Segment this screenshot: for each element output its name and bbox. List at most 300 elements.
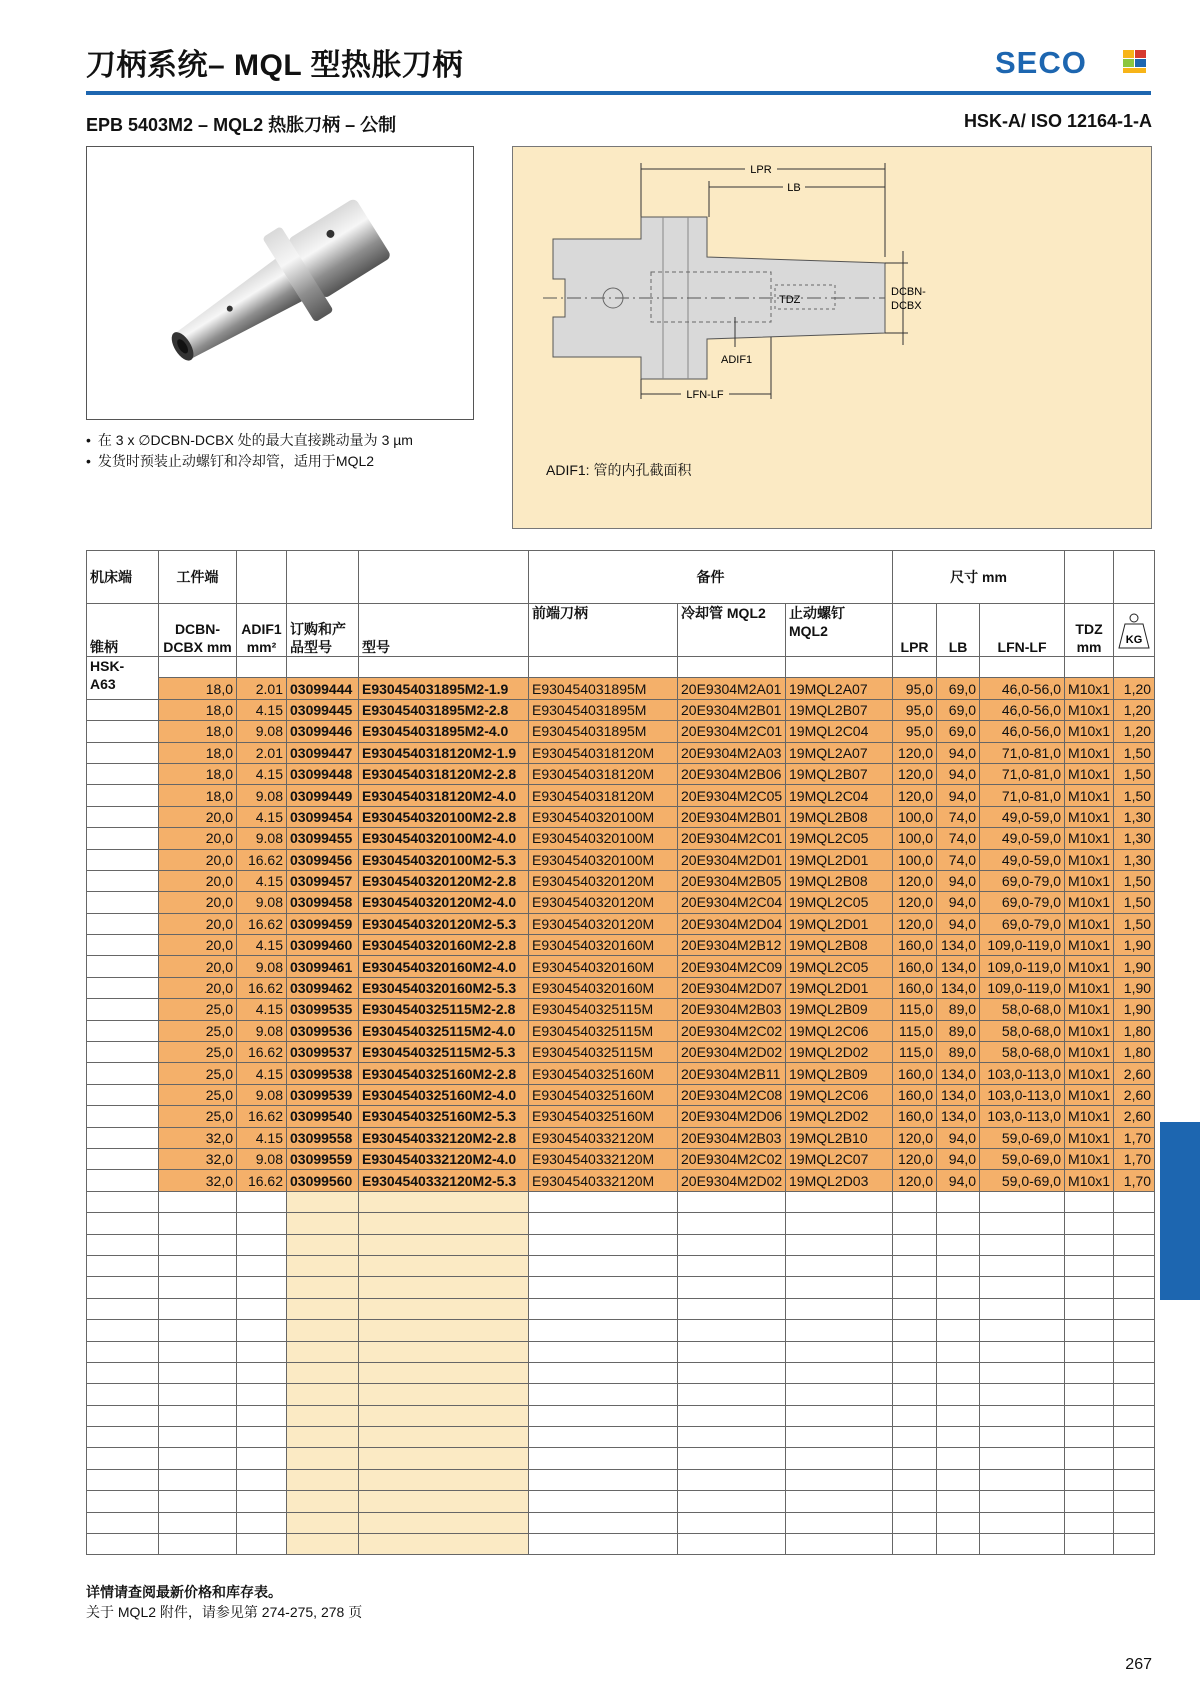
table-cell: E9304540325115M2-2.8	[359, 999, 529, 1020]
stop-screw-header-2: MQL2	[789, 623, 828, 639]
table-cell: 94,0	[937, 742, 980, 763]
table-cell: 103,0-113,0	[980, 1106, 1065, 1127]
table-cell: 120,0	[893, 1148, 937, 1169]
empty-row	[87, 1298, 1155, 1319]
table-row	[87, 806, 1155, 827]
table-cell: E9304540332120M2-4.0	[359, 1148, 529, 1169]
adif1-unit: mm²	[246, 639, 277, 655]
table-cell: 20,0	[159, 828, 237, 849]
table-cell: E9304540320160M2-5.3	[359, 977, 529, 998]
table-cell: 19MQL2B08	[786, 935, 893, 956]
table-cell: 1,70	[1114, 1127, 1155, 1148]
taper-cell	[87, 1042, 159, 1063]
table-cell: 9.08	[237, 721, 287, 742]
table-row	[87, 913, 1155, 934]
spec-table	[86, 550, 1155, 1555]
adif1-header: ADIF1	[241, 621, 282, 637]
feature-item: • 在 3 x ∅DCBN-DCBX 处的最大直接跳动量为 3 µm	[86, 430, 413, 451]
table-cell: 94,0	[937, 785, 980, 806]
empty-row	[87, 1191, 1155, 1212]
table-cell: 20E9304M2B12	[678, 935, 786, 956]
table-cell: 4.15	[237, 1127, 287, 1148]
table-cell: 03099536	[287, 1020, 359, 1041]
table-cell: E9304540318120M	[529, 763, 678, 784]
taper-cell	[87, 1127, 159, 1148]
table-cell: 69,0-79,0	[980, 892, 1065, 913]
table-cell: 46,0-56,0	[980, 699, 1065, 720]
table-cell: E9304540320160M2-4.0	[359, 956, 529, 977]
table-row	[87, 1042, 1155, 1063]
table-cell: 19MQL2C06	[786, 1020, 893, 1041]
table-cell: 20,0	[159, 977, 237, 998]
table-cell: E9304540320100M	[529, 849, 678, 870]
table-cell: M10x1	[1065, 699, 1114, 720]
table-cell: 1,70	[1114, 1170, 1155, 1191]
table-cell: 18,0	[159, 678, 237, 699]
table-cell: 03099535	[287, 999, 359, 1020]
table-cell: 69,0-79,0	[980, 913, 1065, 934]
table-cell: 74,0	[937, 849, 980, 870]
table-row	[87, 1020, 1155, 1041]
table-row	[87, 956, 1155, 977]
table-cell: 1,50	[1114, 892, 1155, 913]
table-cell: 160,0	[893, 1063, 937, 1084]
table-cell: 1,70	[1114, 1148, 1155, 1169]
product-photo	[86, 146, 474, 420]
table-cell: 49,0-59,0	[980, 849, 1065, 870]
weight-icon	[1117, 612, 1151, 652]
table-cell: 71,0-81,0	[980, 785, 1065, 806]
table-cell: 03099462	[287, 977, 359, 998]
table-cell: 9.08	[237, 1020, 287, 1041]
empty-row	[87, 1405, 1155, 1426]
table-cell: 100,0	[893, 806, 937, 827]
empty-row	[87, 1255, 1155, 1276]
table-cell: 19MQL2C04	[786, 721, 893, 742]
table-cell: M10x1	[1065, 935, 1114, 956]
taper-header: 锥柄	[87, 604, 159, 657]
taper-cell	[87, 1148, 159, 1169]
table-cell: 32,0	[159, 1170, 237, 1191]
table-cell: 94,0	[937, 870, 980, 891]
table-row	[87, 1148, 1155, 1169]
table-cell: 58,0-68,0	[980, 999, 1065, 1020]
table-cell: 03099445	[287, 699, 359, 720]
empty-row	[87, 1277, 1155, 1298]
taper-cell	[87, 1063, 159, 1084]
table-cell: 120,0	[893, 742, 937, 763]
table-cell: M10x1	[1065, 828, 1114, 849]
feature-item: • 发货时预装止动螺钉和冷却管，适用于MQL2	[86, 451, 413, 472]
table-cell: 16.62	[237, 913, 287, 934]
table-cell: 03099444	[287, 678, 359, 699]
table-cell: 20,0	[159, 935, 237, 956]
table-cell: 94,0	[937, 1148, 980, 1169]
table-cell: 20,0	[159, 806, 237, 827]
table-cell: 19MQL2B07	[786, 763, 893, 784]
table-cell: 1,50	[1114, 785, 1155, 806]
table-row	[87, 1170, 1155, 1191]
table-cell: 74,0	[937, 806, 980, 827]
table-cell: E9304540332120M2-2.8	[359, 1127, 529, 1148]
table-cell: 134,0	[937, 1106, 980, 1127]
table-cell: 4.15	[237, 806, 287, 827]
table-cell: E9304540318120M2-4.0	[359, 785, 529, 806]
table-cell: E9304540325115M2-4.0	[359, 1020, 529, 1041]
table-cell: E930454031895M	[529, 721, 678, 742]
table-cell: M10x1	[1065, 1063, 1114, 1084]
table-cell: E9304540320160M2-2.8	[359, 935, 529, 956]
table-cell: 71,0-81,0	[980, 763, 1065, 784]
table-cell: 20E9304M2C09	[678, 956, 786, 977]
table-cell: E9304540332120M	[529, 1127, 678, 1148]
table-row	[87, 1127, 1155, 1148]
taper-cell	[87, 977, 159, 998]
table-cell: 03099446	[287, 721, 359, 742]
dcbx-header: DCBX mm	[163, 639, 232, 655]
table-cell: M10x1	[1065, 1170, 1114, 1191]
table-cell: 03099559	[287, 1148, 359, 1169]
table-cell: 71,0-81,0	[980, 742, 1065, 763]
table-cell: E930454031895M2-2.8	[359, 699, 529, 720]
table-row	[87, 935, 1155, 956]
table-cell: 1,30	[1114, 806, 1155, 827]
table-cell: E9304540320120M	[529, 892, 678, 913]
spare-parts-header: 备件	[529, 551, 893, 604]
footnote	[86, 1582, 362, 1622]
table-cell: 120,0	[893, 892, 937, 913]
table-cell: 9.08	[237, 1084, 287, 1105]
table-cell: 18,0	[159, 763, 237, 784]
table-cell: E930454031895M	[529, 678, 678, 699]
table-cell: 19MQL2C07	[786, 1148, 893, 1169]
empty-row	[87, 1534, 1155, 1555]
table-cell: 103,0-113,0	[980, 1063, 1065, 1084]
model-header: 型号	[359, 604, 529, 657]
table-cell: 19MQL2B10	[786, 1127, 893, 1148]
empty-row	[87, 1427, 1155, 1448]
taper-cell	[87, 721, 159, 742]
table-cell: E9304540320100M	[529, 806, 678, 827]
table-cell: 20E9304M2B01	[678, 806, 786, 827]
table-cell: 03099558	[287, 1127, 359, 1148]
table-cell: E9304540320100M2-5.3	[359, 849, 529, 870]
table-cell: 03099540	[287, 1106, 359, 1127]
table-cell: 20E9304M2D06	[678, 1106, 786, 1127]
table-cell: 58,0-68,0	[980, 1020, 1065, 1041]
table-cell: E9304540320160M	[529, 956, 678, 977]
table-cell: 20E9304M2C02	[678, 1020, 786, 1041]
table-cell: M10x1	[1065, 913, 1114, 934]
table-cell: 16.62	[237, 1170, 287, 1191]
table-cell: 19MQL2C06	[786, 1084, 893, 1105]
table-cell: E930454031895M2-1.9	[359, 678, 529, 699]
product-subtitle: EPB 5403M2 – MQL2 热胀刀柄 – 公制	[86, 115, 397, 135]
table-cell: 120,0	[893, 870, 937, 891]
table-cell: E9304540320120M2-2.8	[359, 870, 529, 891]
table-cell: 95,0	[893, 699, 937, 720]
table-row	[87, 785, 1155, 806]
order-no-header-2: 品型号	[290, 639, 332, 655]
table-cell: M10x1	[1065, 956, 1114, 977]
table-cell: 20E9304M2B01	[678, 699, 786, 720]
table-cell: 19MQL2D01	[786, 849, 893, 870]
table-cell: E9304540325115M2-5.3	[359, 1042, 529, 1063]
table-cell: 94,0	[937, 763, 980, 784]
table-cell: 2,60	[1114, 1106, 1155, 1127]
lfn-label: LFN-LF	[686, 389, 724, 401]
table-cell: 95,0	[893, 721, 937, 742]
table-cell: 25,0	[159, 999, 237, 1020]
table-cell: E9304540325160M2-4.0	[359, 1084, 529, 1105]
adif1-label: ADIF1	[721, 354, 753, 366]
table-cell: 74,0	[937, 828, 980, 849]
table-cell: E9304540320120M	[529, 870, 678, 891]
table-cell: 20E9304M2C01	[678, 721, 786, 742]
table-cell: 20,0	[159, 892, 237, 913]
table-cell: 160,0	[893, 977, 937, 998]
table-cell: M10x1	[1065, 1127, 1114, 1148]
table-cell: 160,0	[893, 956, 937, 977]
table-cell: 03099538	[287, 1063, 359, 1084]
table-cell: 1,80	[1114, 1042, 1155, 1063]
page-number: 267	[1125, 1656, 1152, 1673]
stop-screw-header: 止动螺钉	[789, 605, 845, 621]
table-cell: 19MQL2A07	[786, 742, 893, 763]
table-cell: 120,0	[893, 913, 937, 934]
table-cell: 69,0	[937, 699, 980, 720]
table-cell: M10x1	[1065, 806, 1114, 827]
table-cell: 19MQL2B08	[786, 806, 893, 827]
table-cell: 20E9304M2D02	[678, 1042, 786, 1063]
table-cell: 134,0	[937, 977, 980, 998]
table-cell: 160,0	[893, 935, 937, 956]
table-cell: 134,0	[937, 956, 980, 977]
taper-group: HSK- A63	[87, 657, 159, 700]
empty-row	[87, 1448, 1155, 1469]
table-cell: 4.15	[237, 699, 287, 720]
table-row	[87, 849, 1155, 870]
table-cell: 20E9304M2B03	[678, 999, 786, 1020]
table-cell: 20E9304M2C08	[678, 1084, 786, 1105]
table-cell: 20E9304M2D07	[678, 977, 786, 998]
taper-cell	[87, 892, 159, 913]
table-cell: 03099461	[287, 956, 359, 977]
table-cell: 03099539	[287, 1084, 359, 1105]
table-cell: 03099454	[287, 806, 359, 827]
table-cell: E9304540318120M	[529, 742, 678, 763]
table-cell: 20E9304M2C05	[678, 785, 786, 806]
table-cell: 120,0	[893, 1127, 937, 1148]
table-cell: E9304540318120M2-2.8	[359, 763, 529, 784]
table-cell: 1,30	[1114, 828, 1155, 849]
taper-cell	[87, 806, 159, 827]
table-cell: 19MQL2B07	[786, 699, 893, 720]
empty-row	[87, 1512, 1155, 1533]
table-cell: 20E9304M2B06	[678, 763, 786, 784]
table-row	[87, 742, 1155, 763]
table-cell: 94,0	[937, 892, 980, 913]
table-cell: E930454031895M	[529, 699, 678, 720]
table-row	[87, 1084, 1155, 1105]
taper-cell	[87, 1084, 159, 1105]
table-cell: 9.08	[237, 828, 287, 849]
table-cell: 2.01	[237, 742, 287, 763]
taper-cell	[87, 742, 159, 763]
dcbx-label: DCBX	[891, 300, 922, 312]
table-cell: 19MQL2D01	[786, 913, 893, 934]
taper-cell	[87, 828, 159, 849]
table-cell: 95,0	[893, 678, 937, 699]
table-cell: 115,0	[893, 999, 937, 1020]
table-cell: 1,90	[1114, 999, 1155, 1020]
footnote-price: 详情请查阅最新价格和库存表。	[86, 1584, 282, 1600]
table-cell: 20E9304M2A03	[678, 742, 786, 763]
table-cell: 134,0	[937, 935, 980, 956]
table-cell: 03099459	[287, 913, 359, 934]
table-cell: 94,0	[937, 1170, 980, 1191]
table-cell: 16.62	[237, 1042, 287, 1063]
table-cell: 1,20	[1114, 699, 1155, 720]
table-cell: 19MQL2C05	[786, 892, 893, 913]
table-cell: 18,0	[159, 721, 237, 742]
table-cell: 20E9304M2B03	[678, 1127, 786, 1148]
table-cell: 25,0	[159, 1063, 237, 1084]
table-cell: 160,0	[893, 1084, 937, 1105]
table-cell: M10x1	[1065, 1020, 1114, 1041]
table-cell: 19MQL2D03	[786, 1170, 893, 1191]
adif-note: ADIF1: 管的内孔截面积	[546, 462, 692, 478]
dims-header: 尺寸 mm	[893, 551, 1065, 604]
table-cell: M10x1	[1065, 1084, 1114, 1105]
table-cell: E9304540320100M2-2.8	[359, 806, 529, 827]
table-cell: 4.15	[237, 870, 287, 891]
table-row	[87, 1106, 1155, 1127]
taper-cell	[87, 913, 159, 934]
table-cell: 1,50	[1114, 763, 1155, 784]
table-cell: 9.08	[237, 956, 287, 977]
table-row	[87, 1063, 1155, 1084]
table-cell: 2,60	[1114, 1084, 1155, 1105]
table-cell: M10x1	[1065, 977, 1114, 998]
page-title: 刀柄系统– MQL 型热胀刀柄	[86, 49, 463, 82]
lb-header: LB	[937, 604, 980, 657]
table-cell: E9304540318120M	[529, 785, 678, 806]
table-cell: 03099448	[287, 763, 359, 784]
table-cell: E9304540320100M	[529, 828, 678, 849]
table-cell: 115,0	[893, 1042, 937, 1063]
table-cell: 9.08	[237, 892, 287, 913]
machine-end-header: 机床端	[87, 551, 159, 604]
table-cell: 49,0-59,0	[980, 806, 1065, 827]
table-cell: 20E9304M2C02	[678, 1148, 786, 1169]
table-cell: 20E9304M2C04	[678, 892, 786, 913]
table-cell: 20E9304M2C01	[678, 828, 786, 849]
table-cell: 20,0	[159, 870, 237, 891]
table-cell: 49,0-59,0	[980, 828, 1065, 849]
empty-row	[87, 1320, 1155, 1341]
table-cell: 59,0-69,0	[980, 1148, 1065, 1169]
table-cell: E9304540332120M2-5.3	[359, 1170, 529, 1191]
table-cell: 03099456	[287, 849, 359, 870]
table-cell: M10x1	[1065, 870, 1114, 891]
taper-cell	[87, 785, 159, 806]
table-cell: E9304540325160M	[529, 1063, 678, 1084]
table-cell: 69,0-79,0	[980, 870, 1065, 891]
order-no-header: 订购和产	[290, 621, 346, 637]
work-end-header: 工件端	[159, 551, 237, 604]
table-cell: 134,0	[937, 1084, 980, 1105]
table-cell: 19MQL2D02	[786, 1106, 893, 1127]
seco-logo	[995, 44, 1155, 80]
table-cell: 20E9304M2B11	[678, 1063, 786, 1084]
table-cell: M10x1	[1065, 678, 1114, 699]
lfn-header: LFN-LF	[980, 604, 1065, 657]
table-row	[87, 999, 1155, 1020]
table-cell: 20E9304M2D04	[678, 913, 786, 934]
table-cell: 19MQL2B09	[786, 999, 893, 1020]
table-cell: 2,60	[1114, 1063, 1155, 1084]
table-cell: 58,0-68,0	[980, 1042, 1065, 1063]
tdz-unit: mm	[1076, 639, 1102, 655]
table-cell: 19MQL2D02	[786, 1042, 893, 1063]
lpr-label: LPR	[750, 164, 772, 176]
table-cell: 16.62	[237, 977, 287, 998]
table-cell: E9304540325160M2-2.8	[359, 1063, 529, 1084]
weight-header	[1114, 604, 1155, 657]
table-cell: 4.15	[237, 1063, 287, 1084]
table-cell: E9304540325160M	[529, 1106, 678, 1127]
table-cell: 4.15	[237, 935, 287, 956]
table-cell: M10x1	[1065, 785, 1114, 806]
table-cell: 59,0-69,0	[980, 1170, 1065, 1191]
table-cell: 1,50	[1114, 870, 1155, 891]
table-cell: 20,0	[159, 849, 237, 870]
table-cell: 1,90	[1114, 935, 1155, 956]
table-cell: 25,0	[159, 1084, 237, 1105]
table-cell: 109,0-119,0	[980, 935, 1065, 956]
table-cell: 120,0	[893, 1170, 937, 1191]
table-cell: 100,0	[893, 849, 937, 870]
table-cell: 9.08	[237, 785, 287, 806]
table-cell: 19MQL2C05	[786, 956, 893, 977]
table-cell: 19MQL2C05	[786, 828, 893, 849]
table-cell: E9304540325115M	[529, 999, 678, 1020]
table-cell: 19MQL2A07	[786, 678, 893, 699]
taper-cell	[87, 763, 159, 784]
table-cell: 109,0-119,0	[980, 977, 1065, 998]
taper-cell	[87, 1106, 159, 1127]
table-cell: 20E9304M2D01	[678, 849, 786, 870]
footnote-mql2: 关于 MQL2 附件，请参见第 274-275, 278 页	[86, 1604, 363, 1620]
table-cell: 46,0-56,0	[980, 678, 1065, 699]
lb-label: LB	[787, 182, 801, 194]
table-cell: 134,0	[937, 1063, 980, 1084]
empty-row	[87, 1234, 1155, 1255]
table-cell: M10x1	[1065, 1042, 1114, 1063]
empty-row	[87, 1469, 1155, 1490]
table-cell: E9304540332120M	[529, 1148, 678, 1169]
table-cell: 20,0	[159, 913, 237, 934]
table-cell: 03099455	[287, 828, 359, 849]
taper-cell	[87, 870, 159, 891]
empty-row	[87, 1384, 1155, 1405]
svg-text:KG: KG	[1125, 634, 1143, 646]
taper-cell	[87, 849, 159, 870]
table-cell: 9.08	[237, 1148, 287, 1169]
table-cell: 25,0	[159, 1106, 237, 1127]
table-cell: 115,0	[893, 1020, 937, 1041]
